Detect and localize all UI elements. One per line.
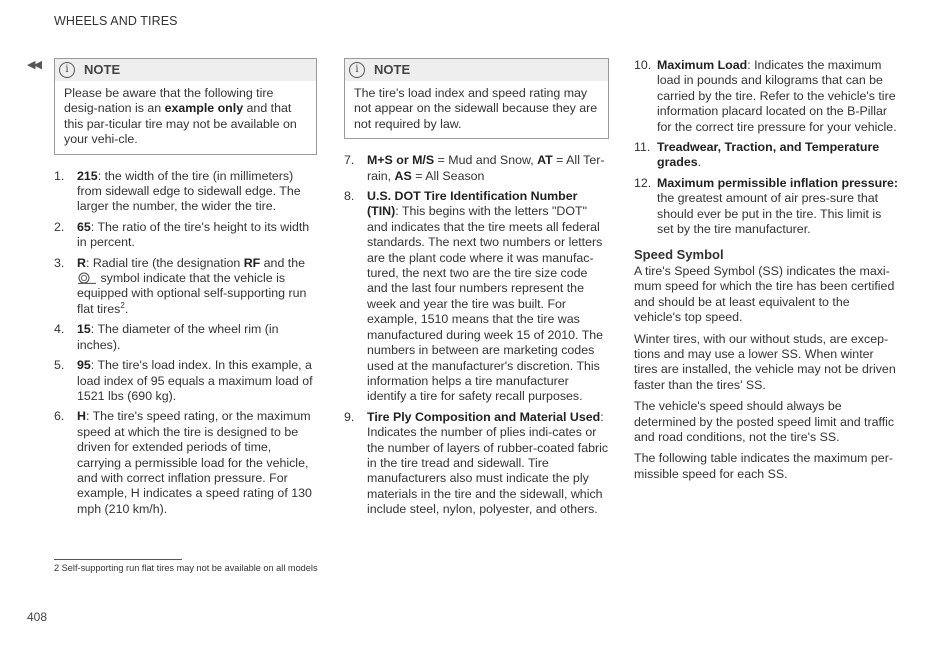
item-number: 3. [54, 255, 65, 270]
item-text: : the width of the tire (in millimeters) from sidewall edge to sidewall edge. The larger the number, the wider the tire. [77, 168, 301, 214]
item-term: U.S. DOT Tire Identification Number (TIN) [367, 189, 578, 219]
note-text-bold: example only [164, 101, 244, 116]
list-item [54, 358, 317, 404]
item-text: : The diameter of the wheel rim (in inches). [77, 322, 279, 352]
list-item [634, 176, 899, 238]
footnote [54, 563, 318, 573]
item-term: AT [537, 153, 553, 168]
item-term: H [77, 409, 86, 424]
note-header [55, 59, 316, 81]
list-item [54, 322, 317, 353]
note-box-2 [344, 58, 609, 139]
item-term: Tire Ply Composition and Material Used [367, 409, 601, 424]
item-term: Maximum Load [657, 58, 748, 72]
note-body [55, 81, 316, 154]
double-left-arrow-icon[interactable]: ◀◀ [27, 59, 40, 71]
item-number: 1. [54, 168, 65, 183]
item-number: 12. [634, 175, 652, 190]
paragraph: Winter tires, with our without studs, are excep-tions and may use a lower SS. When winter tires are installed, the vehicle may not be driven faster than the tires' SS. [634, 331, 896, 392]
note-text: and that this par-ticular tire may not be available on your vehi-cle. [64, 101, 297, 147]
list-item [54, 256, 317, 318]
item-text: = Mud and Snow, [434, 153, 538, 168]
tire-designation-list [54, 169, 317, 518]
item-term: RF [243, 255, 261, 270]
column-3 [634, 58, 899, 488]
list-item [54, 220, 317, 251]
list-item [344, 410, 609, 518]
footnote-ref[interactable]: 2 [120, 300, 125, 310]
item-text: : The ratio of the tire's height to its width in percent. [77, 219, 310, 250]
item-term: 95 [77, 358, 91, 373]
tire-designation-list [634, 58, 899, 237]
note-text: Please be aware that the following tire desig-nation is an [64, 86, 274, 116]
list-item [634, 140, 899, 171]
list-item [344, 153, 609, 184]
column-1 [54, 58, 317, 522]
item-term: Treadwear, Traction, and Temperature grades [657, 140, 880, 170]
page-number: 408 [27, 610, 48, 624]
note-title: NOTE [374, 62, 411, 78]
paragraph: The vehicle's speed should always be determined by the posted speed limit and traffic and road conditions, not the tire's SS. [634, 399, 895, 444]
run-flat-tire-icon [77, 272, 97, 284]
item-term: 15 [77, 322, 91, 337]
note-header [345, 59, 608, 81]
section-title: WHEELS AND TIRES [54, 14, 178, 28]
item-term: AS [394, 168, 412, 183]
item-text: the greatest amount of air pres-sure that should ever be put in the tire. This limit is set by the tire manufacturer. [657, 191, 882, 237]
paragraph: The following table indicates the maximum per-missible speed for each SS. [634, 451, 893, 481]
note-box-1 [54, 58, 317, 155]
item-text: : Indicates the maximum load in pounds and kilograms that can be carried by the tire. Refer to the vehicle's tire information placard located on the B-Pillar for the correct tire pressure for your vehicle. [657, 58, 897, 134]
item-number: 10. [634, 58, 652, 72]
column-2 [344, 58, 609, 523]
list-item [344, 189, 609, 405]
item-number: 11. [634, 140, 651, 155]
speed-symbol-heading: Speed Symbol [634, 247, 724, 263]
item-number: 8. [344, 189, 355, 204]
item-number: 7. [344, 153, 355, 168]
list-item [54, 169, 317, 215]
item-text: . [124, 301, 129, 316]
item-number: 5. [54, 358, 65, 373]
item-text: : The tire's speed rating, or the maximum speed at which the tire is designed to be driven for extended periods of time, carrying a permissible load for the vehicle, and with correct inflation pressure. For example, H indicates a speed rating of 130 mph (210 km/h). [77, 409, 312, 516]
item-term: 215 [77, 168, 98, 183]
info-icon: i [349, 62, 365, 78]
item-number: 4. [54, 322, 65, 337]
info-icon: i [59, 62, 75, 78]
item-text: . [697, 155, 702, 170]
footnote-divider [54, 559, 182, 560]
item-number: 2. [54, 219, 65, 234]
paragraph: A tire's Speed Symbol (SS) indicates the maxi-mum speed for which the tire has been certified and should be at least equivalent to the vehicle's top speed. [634, 263, 895, 325]
footnote-text: Self-supporting run flat tires may not be available on all models [59, 563, 318, 573]
item-text: = All Ter-rain, [367, 153, 605, 183]
note-title: NOTE [84, 62, 121, 78]
item-term: M+S or M/S [367, 153, 435, 168]
item-term: 65 [77, 219, 91, 234]
item-text: : This begins with the letters "DOT" and indicates that the tire meets all federal standards. The next two numbers or letters are the plant code where it was manufac-tured, the next two are the tire size code and the last four numbers represent the week and year the tire was built. For example, 1510 means that the tire was manufactured during week 15 of 2010. The numbers in between are marketing codes used at the manufacturer's discretion. This information helps a tire manufacturer identify a tire for safety recall purposes. [367, 204, 604, 404]
item-text: = All Season [411, 168, 485, 183]
tire-designation-list [344, 153, 609, 517]
item-text: and the [260, 255, 306, 270]
item-text: : The tire's load index. In this example, a load index of 95 equals a maximum load of 1521 lbs (690 kg). [77, 358, 313, 403]
item-number: 6. [54, 409, 65, 424]
item-text: : Radial tire (the designation [85, 255, 244, 270]
item-number: 9. [344, 409, 355, 424]
item-text: : Indicates the number of plies indi-cates or the number of layers of rubber-coated fabric in the tire tread and sidewall. Tire manufacturers also must indicate the ply materials in the tire and the sidewall, which include steel, nylon, polyester, and others. [367, 409, 609, 517]
item-term: R [77, 255, 86, 270]
list-item [54, 409, 317, 517]
list-item [634, 58, 899, 135]
item-term: Maximum permissible inflation pressure: [657, 175, 898, 190]
note-body: The tire's load index and speed rating may not appear on the sidewall because they are not required by law. [354, 86, 598, 131]
item-text: symbol indicate that the vehicle is equipped with optional self-supporting run flat tires [77, 271, 307, 316]
footnote-number: 2 [54, 563, 60, 573]
